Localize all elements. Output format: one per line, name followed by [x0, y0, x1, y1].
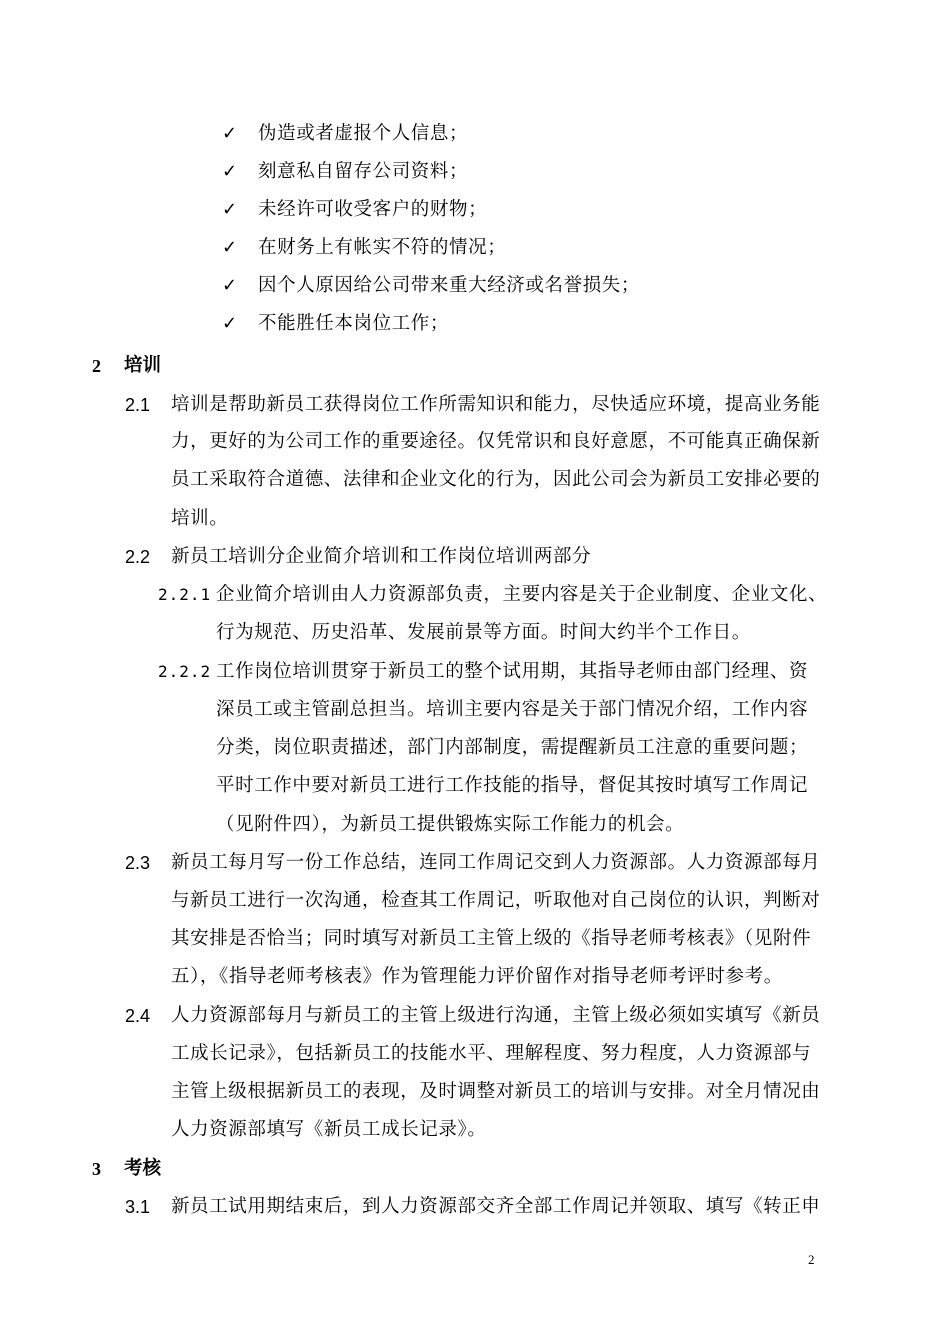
- check-icon: ✓: [222, 161, 238, 182]
- paragraph-line: 培训是帮助新员工获得岗位工作所需知识和能力，尽快适应环境，提高业务能: [171, 394, 821, 415]
- section-number: 3: [92, 1159, 101, 1179]
- paragraph-line: 五），《指导老师考核表》作为管理能力评价留作对指导老师考评时参考。: [171, 966, 783, 987]
- clause-number: 2.2: [125, 547, 151, 567]
- paragraph-line: 企业简介培训由人力资源部负责，主要内容是关于企业制度、企业文化、: [216, 584, 828, 605]
- paragraph-line: 主管上级根据新员工的表现，及时调整对新员工的培训与安排。对全月情况由: [171, 1081, 821, 1102]
- paragraph-line: 平时工作中要对新员工进行工作技能的指导，督促其按时填写工作周记: [216, 775, 809, 796]
- section-title: 培训: [124, 355, 162, 376]
- paragraph-line: 新员工培训分企业简介培训和工作岗位培训两部分: [171, 546, 592, 567]
- page-number: 2: [808, 1252, 815, 1267]
- section-title: 考核: [124, 1158, 162, 1179]
- paragraph-line: 与新员工进行一次沟通，检查其工作周记，听取他对自己岗位的认识，判断对: [171, 890, 821, 911]
- paragraph-line: 新员工试用期结束后，到人力资源部交齐全部工作周记并领取、填写《转正申: [171, 1196, 821, 1217]
- paragraph-line: （见附件四），为新员工提供锻炼实际工作能力的机会。: [216, 814, 685, 835]
- paragraph-line: 深员工或主管副总担当。培训主要内容是关于部门情况介绍，工作内容: [216, 699, 809, 720]
- paragraph-line: 工成长记录》，包括新员工的技能水平、理解程度、努力程度，人力资源部与: [171, 1043, 812, 1064]
- subclause-number: 2.2.1: [158, 585, 212, 604]
- bullet-item: 刻意私自留存公司资料；: [258, 161, 469, 182]
- paragraph-line: 人力资源部填写《新员工成长记录》。: [171, 1119, 487, 1140]
- bullet-item: 在财务上有帐实不符的情况；: [258, 237, 507, 258]
- bullet-item: 伪造或者虚报个人信息；: [258, 123, 469, 144]
- paragraph-line: 行为规范、历史沿革、发展前景等方面。时间大约半个工作日。: [216, 622, 751, 643]
- paragraph-line: 员工采取符合道德、法律和企业文化的行为，因此公司会为新员工安排必要的: [171, 469, 821, 490]
- paragraph-line: 培训。: [171, 508, 229, 529]
- paragraph-line: 新员工每月写一份工作总结，连同工作周记交到人力资源部。人力资源部每月: [171, 852, 821, 873]
- bullet-item: 因个人原因给公司带来重大经济或名誉损失；: [258, 275, 641, 296]
- check-icon: ✓: [222, 313, 238, 334]
- clause-number: 2.1: [125, 395, 151, 415]
- paragraph-line: 力，更好的为公司工作的重要途径。仅凭常识和良好意愿，不可能真正确保新: [171, 431, 821, 452]
- check-icon: ✓: [222, 237, 238, 258]
- paragraph-line: 工作岗位培训贯穿于新员工的整个试用期，其指导老师由部门经理、资: [216, 661, 809, 682]
- clause-number: 2.4: [125, 1006, 151, 1026]
- check-icon: ✓: [222, 123, 238, 144]
- bullet-item: 不能胜任本岗位工作；: [258, 313, 450, 334]
- check-icon: ✓: [222, 199, 238, 220]
- paragraph-line: 分类，岗位职责描述，部门内部制度，需提醒新员工注意的重要问题；: [216, 737, 809, 758]
- clause-number: 2.3: [125, 853, 151, 873]
- paragraph-line: 人力资源部每月与新员工的主管上级进行沟通，主管上级必须如实填写《新员: [171, 1005, 821, 1026]
- section-number: 2: [92, 356, 101, 376]
- paragraph-line: 其安排是否恰当；同时填写对新员工主管上级的《指导老师考核表》（见附件: [171, 928, 812, 949]
- clause-number: 3.1: [125, 1197, 151, 1217]
- bullet-item: 未经许可收受客户的财物；: [258, 199, 488, 220]
- check-icon: ✓: [222, 275, 238, 296]
- subclause-number: 2.2.2: [158, 662, 212, 681]
